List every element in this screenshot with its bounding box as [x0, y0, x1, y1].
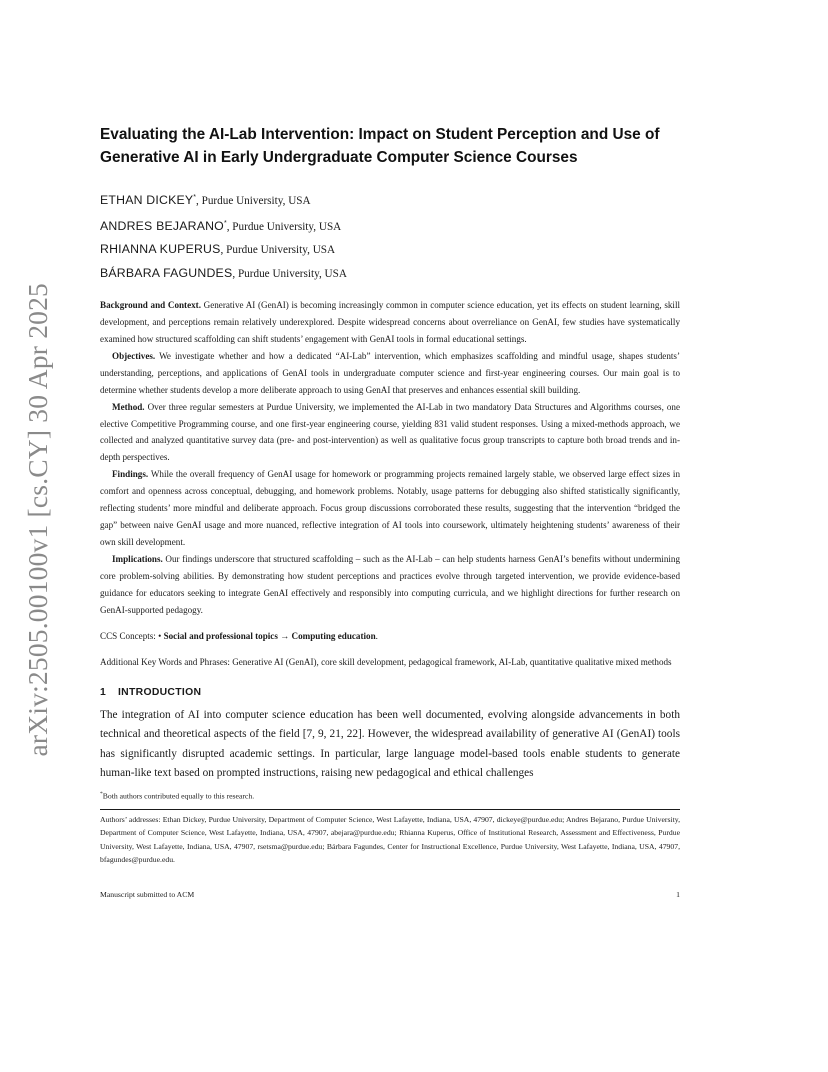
abstract [100, 297, 680, 618]
abstract-lead: Method. [112, 401, 145, 412]
keywords: Additional Key Words and Phrases: Generative AI (GenAI), core skill development, pedagogical framework, AI-Lab, quantitative qualitative mixed methods [100, 657, 672, 668]
abstract-background [100, 297, 680, 348]
author-entry [100, 262, 680, 286]
author-entry [100, 213, 680, 239]
author-name: ETHAN DICKEY [100, 193, 194, 208]
paper-title: Evaluating the AI-Lab Intervention: Impact on Student Perception and Use of Generative AI in Early Undergraduate Computer Science Courses [100, 126, 660, 166]
footnote-divider [100, 809, 680, 810]
section-number: 1 [100, 687, 107, 699]
author-affiliation: , Purdue University, USA [220, 244, 336, 257]
ccs-prefix: CCS Concepts: • [100, 631, 164, 642]
author-entry [100, 187, 680, 213]
abstract-text: While the overall frequency of GenAI usage for homework or programming projects remained largely stable, we observed large effect sizes in comfort and openness across conceptual, debugging, and homework problems. Notably, usage patterns for debugging also shifted statistically significantly, reflecting students’ more mindful and deliberate approach. Focus group discussions corroborated these results, suggesting that the intervention “bridged the gap” between naive GenAI usage and more nuanced, reflective integration of AI tools into coursework, ultimately heightening students’ awareness of their own skill development. [100, 469, 680, 547]
abstract-lead: Findings. [112, 469, 149, 480]
author-affiliation: , Purdue University, USA [232, 267, 347, 280]
author-name: BÁRBARA FAGUNDES [100, 265, 233, 280]
ccs-concept: Social and professional topics → Computing education [163, 631, 376, 642]
abstract-lead: Objectives. [112, 350, 156, 361]
abstract-text: We investigate whether and how a dedicated “AI-Lab” intervention, which emphasizes scaffolding and mindful usage, shapes students’ understanding, perceptions, and applications of GenAI tools in undergraduate computer science and first-year engineering courses. Our main goal is to determine whether students develop a more deliberate approach to using GenAI that preserves and enhances essential skill building. [100, 350, 680, 395]
abstract-text: Over three regular semesters at Purdue University, we implemented the AI-Lab in two mandatory Data Structures and Algorithms courses, one elective Competitive Programming course, and one first-year engineering course, yielding 831 valid student responses. Using a mixed-methods approach, we collected and analyzed quantitative survey data (pre- and post-intervention) as well as qualitative focus group transcripts to capture both broad trends and in-depth perspectives. [100, 401, 680, 463]
footnote-mark: * [100, 791, 103, 798]
arxiv-identifier [20, 285, 56, 755]
footnote [100, 787, 680, 804]
abstract-method [100, 399, 680, 467]
abstract-text: Our findings underscore that structured scaffolding – such as the AI-Lab – can help students harness GenAI’s benefits without undermining core problem-solving abilities. By demonstrating how student perceptions and practices evolve through targeted intervention, we provide evidence-based guidance for educators seeking to integrate GenAI effectively and responsibly into computing curricula, and we highlight directions for further research on GenAI-supported pedagogy. [100, 553, 680, 615]
footer-venue: Manuscript submitted to ACM [100, 890, 195, 899]
ccs-concepts [100, 628, 680, 645]
introduction-paragraph: The integration of AI into computer science education has been well documented, evolving alongside advancements in both technical and theoretical aspects of the field [7, 9, 21, 22]. However, the widespread availability of generative AI (GenAI) tools has significantly disrupted academic settings. In particular, large language model-based tools enable students to generate human-like text based on prompted instructions, raising new pedagogical and ethical challenges [100, 709, 680, 779]
author-list [100, 187, 680, 285]
equal-contribution-mark: * [193, 194, 197, 201]
author-affiliation: , Purdue University, USA [196, 195, 311, 208]
author-addresses: Authors’ addresses: Ethan Dickey, Purdue University, Department of Computer Science, West Lafayette, Indiana, USA, 47907, dickeye@purdue.edu; Andres Bejarano, Purdue University, Department of Computer Science, West Lafayette, Indiana, USA, 47907, abejara@purdue.edu; Rhianna Kuperus, Office of Institutional Research, Assessment and Effectiveness, Purdue University, West Lafayette, Indiana, USA, 47907, rsetsma@purdue.edu; Bárbara Fagundes, Center for Instructional Excellence, Purdue University, West Lafayette, Indiana, USA, 47907, bfagundes@purdue.edu. [100, 814, 680, 865]
footnote-text: Both authors contributed equally to this research. [102, 791, 255, 801]
abstract-implications [100, 551, 680, 619]
page-number: 1 [676, 890, 680, 899]
abstract-text: Generative AI (GenAI) is becoming increasingly common in computer science education, yet its effects on student learning, skill development, and perceptions remain relatively underexplored. Despite widespread concerns about overreliance on GenAI, few studies have systematically examined how structured scaffolding can shift students’ engagement with GenAI tools in formal educational settings. [100, 300, 680, 344]
author-entry [100, 238, 680, 262]
abstract-lead: Implications. [112, 553, 163, 564]
author-name: RHIANNA KUPERUS [100, 242, 221, 257]
paper-content [100, 123, 680, 867]
ccs-suffix: . [375, 631, 378, 642]
abstract-lead: Background and Context. [100, 300, 201, 311]
abstract-objectives [100, 348, 680, 399]
page-footer [100, 890, 680, 899]
section-heading-introduction [100, 687, 680, 698]
author-affiliation: , Purdue University, USA [226, 220, 342, 233]
author-name: ANDRES BEJARANO [100, 218, 224, 233]
abstract-findings [100, 466, 680, 551]
equal-contribution-mark: * [223, 219, 227, 227]
section-title: INTRODUCTION [118, 687, 202, 699]
arxiv-identifier-text: arXiv:2505.00100v1 [cs.CY] 30 Apr 2025 [22, 283, 53, 757]
